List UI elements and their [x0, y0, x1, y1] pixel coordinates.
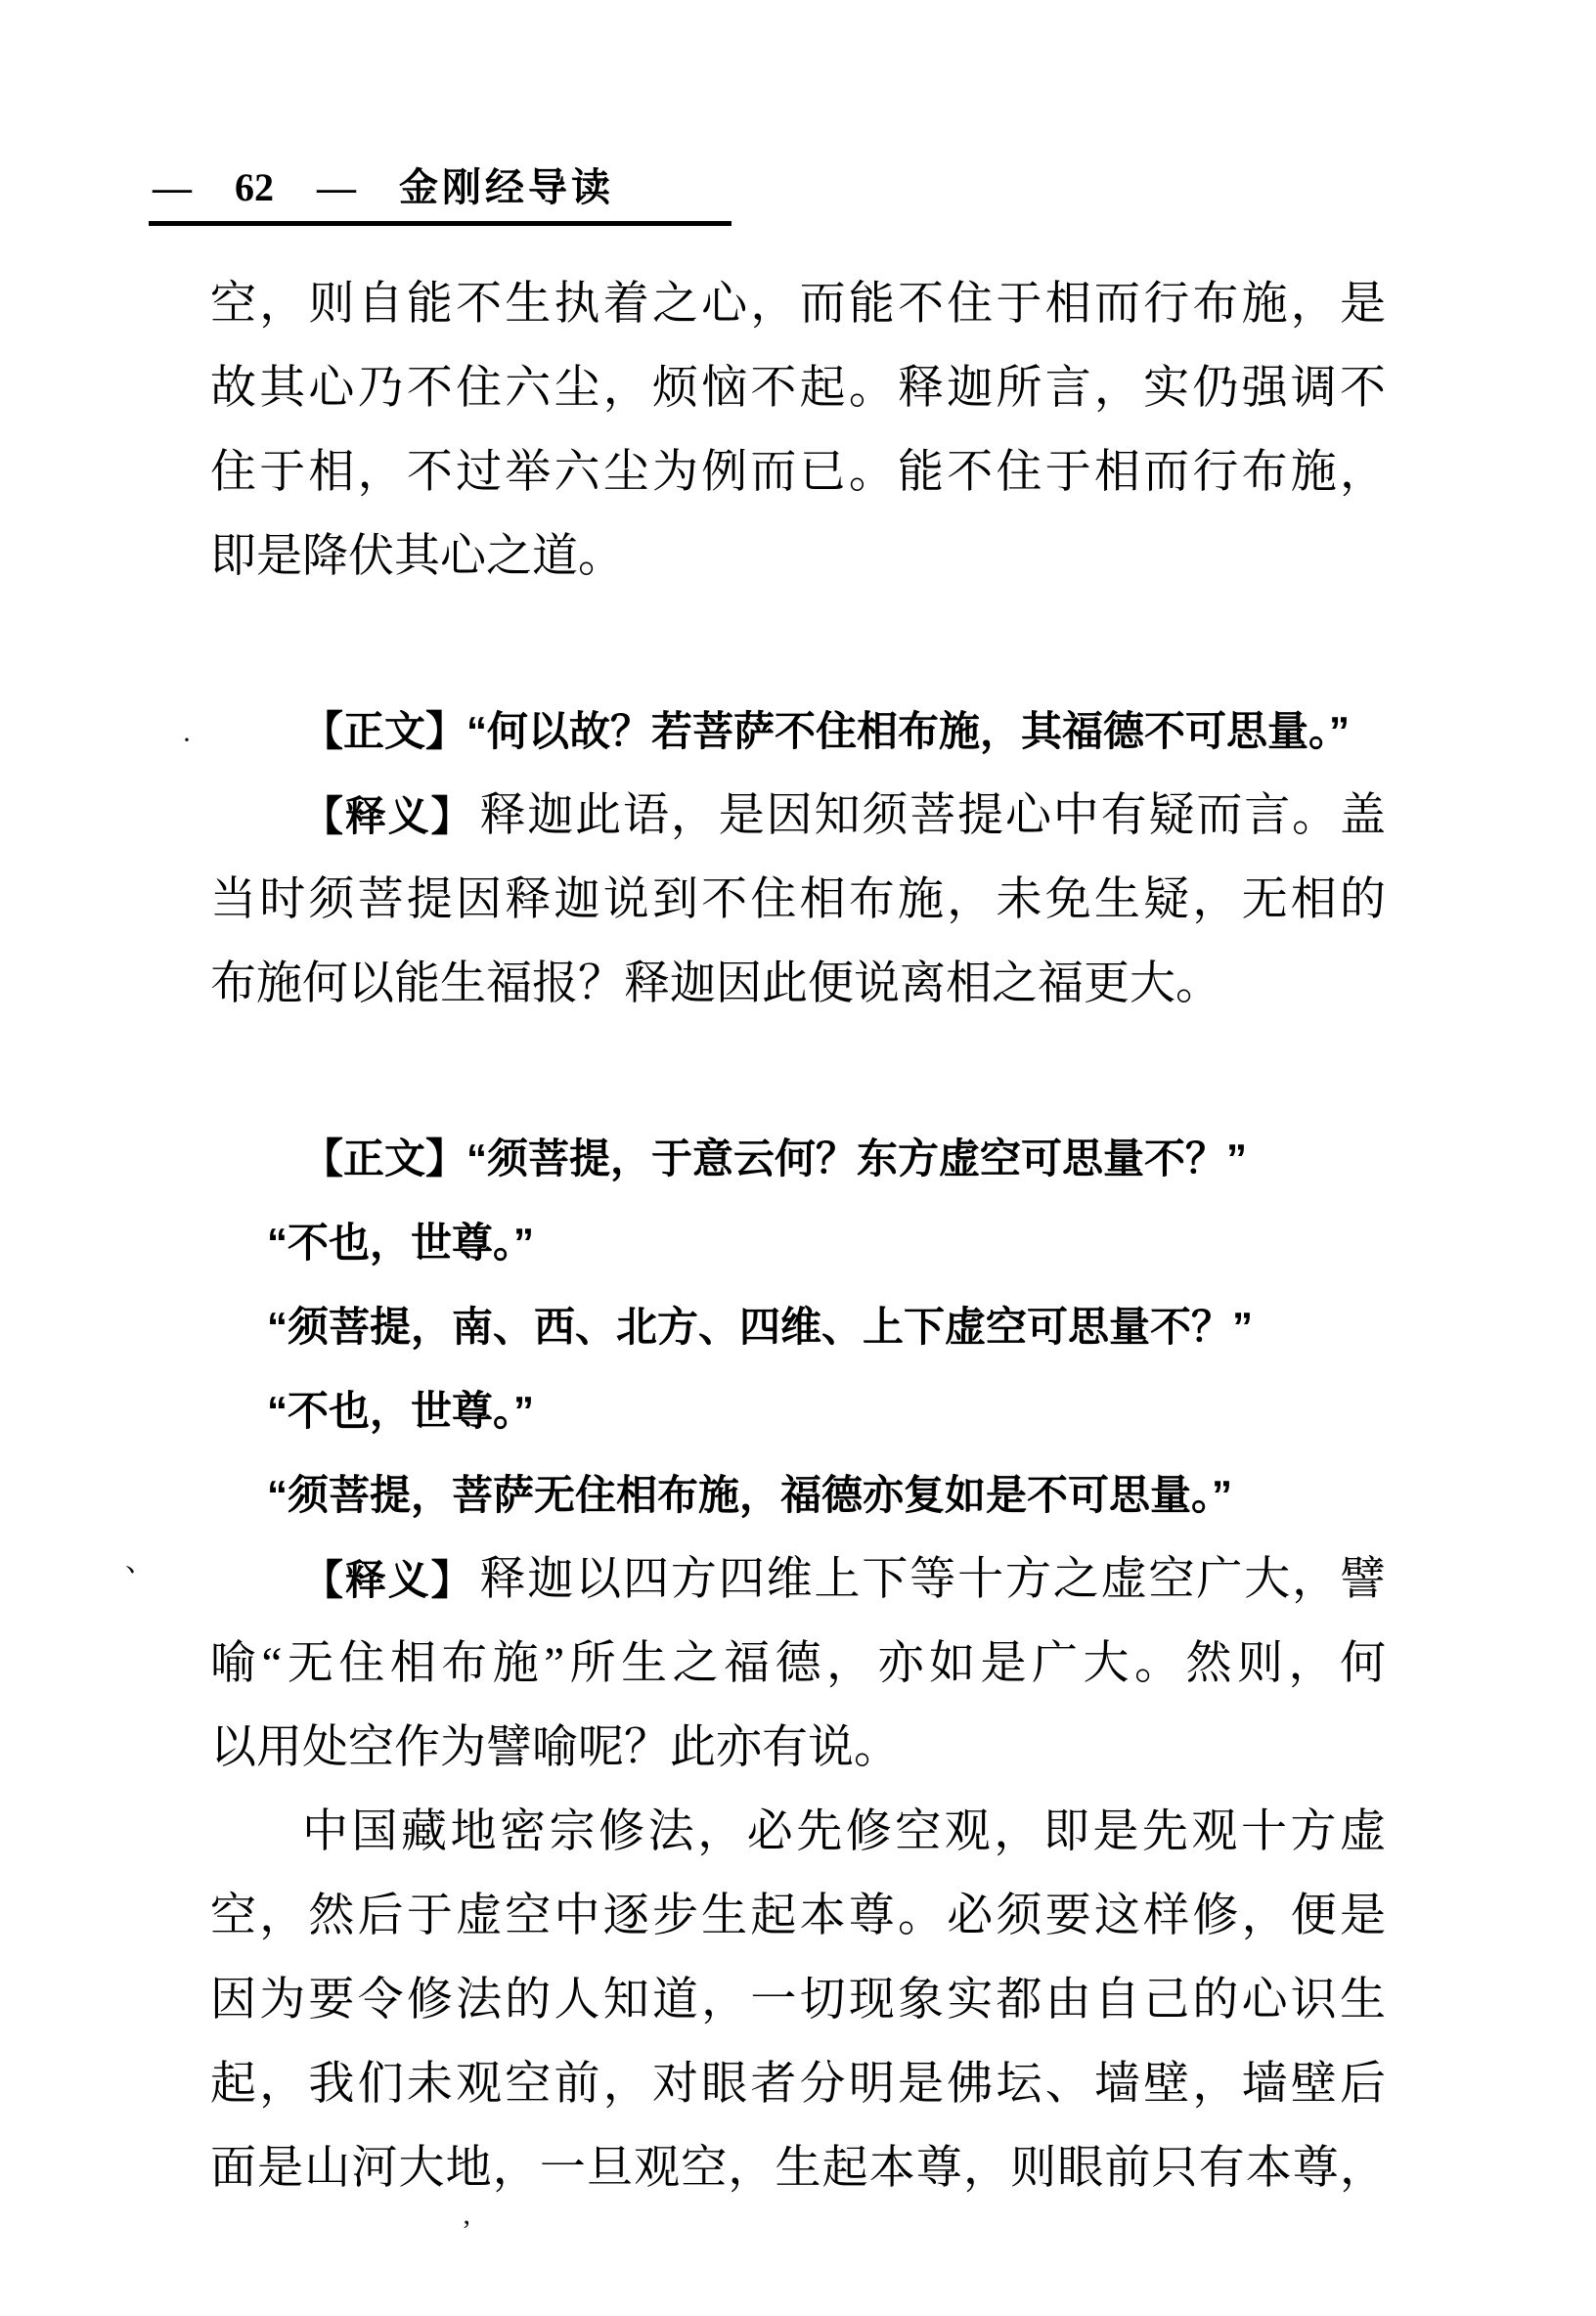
running-head-book-title: 金刚经导读 [399, 165, 614, 209]
commentary-line [210, 1537, 1386, 1622]
commentary-line [210, 1706, 1386, 1790]
commentary-line [210, 2042, 1386, 2126]
commentary-line [210, 1790, 1386, 1874]
bold-section-label: 【正文】 [302, 1136, 467, 1181]
scripture-line [210, 1117, 1386, 1201]
commentary-line [210, 1958, 1386, 2042]
text-run: 释迦此语，是因知须菩提心中有疑而言。盖 [479, 790, 1386, 841]
text-run: 住于相，不过举六尘为例而已。能不住于相而行布施， [210, 447, 1386, 498]
bold-section-label: 【释义】 [302, 1557, 474, 1603]
scan-artifact: ’ [462, 2214, 471, 2247]
commentary-line [210, 858, 1386, 942]
scripture-line [210, 1285, 1386, 1369]
text-run: 中国藏地密宗修法，必先修空观，即是先观十方虚 [302, 1806, 1386, 1857]
running-head-page-number: 62 [235, 165, 274, 209]
text-run: 起，我们未观空前，对眼者分明是佛坛、墙壁，墙壁后 [210, 2059, 1386, 2110]
text-run: 布施何以能生福报？释迦因此便说离相之福更大。 [210, 958, 1221, 1009]
bold-section-label: 【释义】 [302, 793, 474, 839]
commentary-line [210, 942, 1386, 1026]
commentary-line [210, 774, 1386, 858]
text-run: 因为要令修法的人知道，一切现象实都由自己的心识生 [210, 1975, 1386, 2026]
text-run: 当时须菩提因释迦说到不住相布施，未免生疑，无相的 [210, 874, 1386, 925]
page-body [210, 262, 1386, 2210]
text-run: 即是降伏其心之道。 [210, 531, 624, 582]
running-head-rule [149, 166, 732, 226]
text-run: 面是山河大地，一旦观空，生起本尊，则眼前只有本尊， [210, 2143, 1386, 2194]
commentary-line [210, 346, 1386, 430]
scripture-line [210, 1453, 1386, 1537]
running-head [149, 164, 732, 226]
text-run: 空，然后于虚空中逐步生起本尊。必须要这样修，便是 [210, 1891, 1386, 1941]
scripture-line [210, 1369, 1386, 1453]
bold-section-label: “须菩提，于意云何？东方虚空可思量不？” [466, 1136, 1248, 1181]
scripture-line [210, 1201, 1386, 1285]
bold-section-label: “须菩提，南、西、北方、四维、上下虚空可思量不？” [267, 1304, 1254, 1350]
running-head-right-dash: — [317, 165, 356, 209]
text-run: 以用处空作为譬喻呢？此亦有说。 [210, 1722, 900, 1773]
commentary-line [210, 1874, 1386, 1958]
bold-section-label: “何以故？若菩萨不住相布施，其福德不可思量。” [466, 708, 1351, 754]
commentary-line [210, 2126, 1386, 2210]
running-head-left-dash: — [153, 165, 192, 209]
commentary-line [210, 514, 1386, 599]
text-run: 故其心乃不住六尘，烦恼不起。释迦所言，实仍强调不 [210, 363, 1386, 414]
bold-section-label: “不也，世尊。” [267, 1220, 535, 1266]
bold-section-label: “不也，世尊。” [267, 1388, 535, 1434]
bold-section-label: 【正文】 [302, 708, 467, 754]
scan-artifact: 、 [125, 1545, 155, 1578]
commentary-line [210, 262, 1386, 346]
commentary-line [210, 1622, 1386, 1706]
scan-artifact: · [182, 724, 192, 756]
commentary-line [210, 430, 1386, 514]
text-run: 释迦以四方四维上下等十方之虚空广大，譬 [479, 1554, 1386, 1605]
scripture-line [210, 690, 1386, 774]
bold-section-label: “须菩提，菩萨无住相布施，福德亦复如是不可思量。” [267, 1472, 1233, 1518]
text-run: 空，则自能不生执着之心，而能不住于相而行布施，是 [210, 279, 1386, 330]
text-run: 喻“无住相布施”所生之福德，亦如是广大。然则，何 [210, 1638, 1386, 1689]
